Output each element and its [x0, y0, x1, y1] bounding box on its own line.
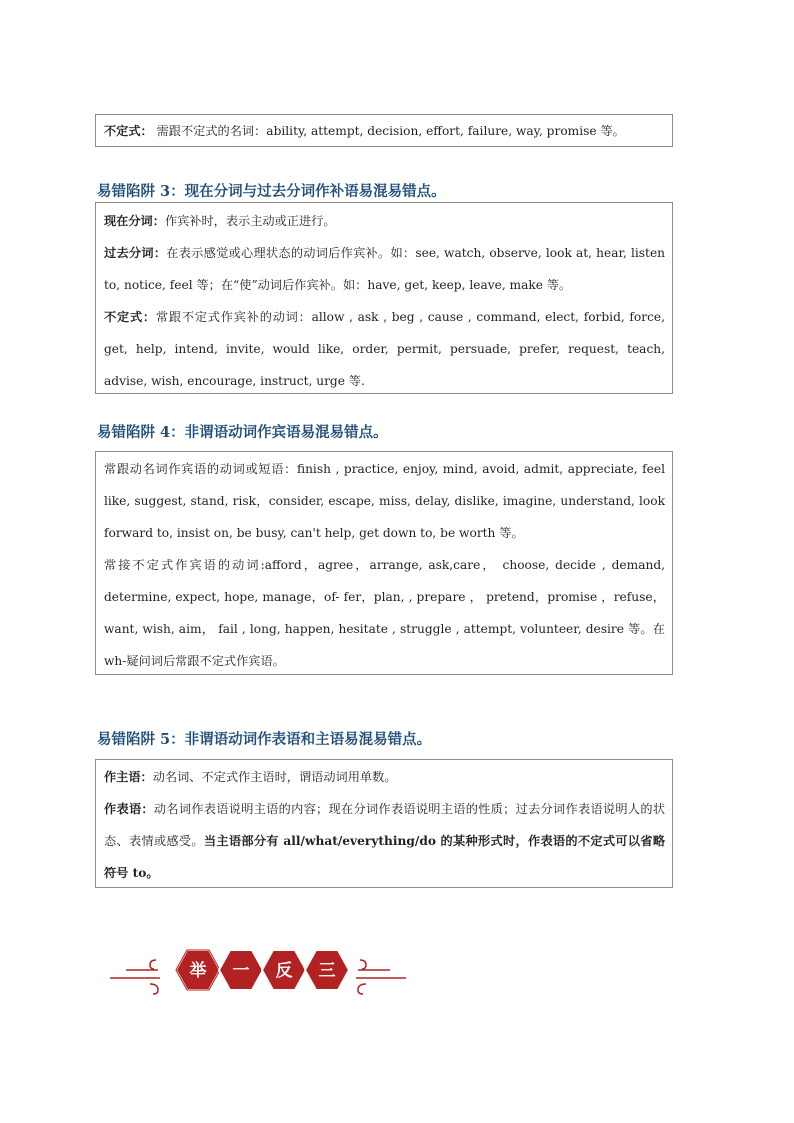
trap4-box: [95, 451, 673, 675]
trap3-heading: 易错陷阱 3：现在分词与过去分词作补语易混易错点。: [97, 183, 446, 200]
hexagon-2: [219, 950, 263, 990]
hexagon-char-1: 举: [189, 961, 207, 981]
trap5-subject: [104, 761, 665, 793]
example-banner: [108, 940, 408, 1000]
predicative-bold-text: 当主语部分有 all/what/everything/do 的某种形式时，作表语的不定式可以省略符号 to。: [104, 834, 666, 880]
past-participle-text: 在表示感觉或心理状态的动词后作宾补。如：see, watch, observe, look at, hear, listen to, notice, feel 等；在“使”动词后作宾补。如：have, get, keep, leave, make 等。: [104, 246, 666, 292]
trap4-heading: 易错陷阱 4：非谓语动词作宾语易混易错点。: [97, 424, 388, 441]
trap4-gerund-text: 常跟动名词作宾语的动词或短语：finish , practice, enjoy, mind, avoid, admit, appreciate, feel like, suggest, stand, risk，consider, escape, miss, delay, dislike, imagine, understand, look forward to, insist on, be busy, can't help, get down to, be worth 等。: [104, 462, 665, 540]
trap4-infinitive-text: 常接不定式作宾语的动词:afford，agree，arrange, ask,care， choose, decide , demand, determine, expect, hope, manage，of- fer，plan, , prepare ， pretend，promise ，refuse，want, wish, aim， fail , long, happen, hesitate , struggle , attempt, volunteer, desire 等。在 wh-疑问词后常跟不定式作宾语。: [104, 558, 665, 668]
trap3-infinitive: [104, 301, 665, 397]
infinitive-noun-list: 需跟不定式的名词：ability, attempt, decision, effort, failure, way, promise 等。: [152, 124, 625, 138]
trap5-box: [95, 759, 673, 888]
hexagon-4: [305, 950, 349, 990]
hexagon-char-3: 反: [275, 961, 293, 981]
predicative-label: 作表语：: [104, 802, 154, 816]
left-cloud-decoration: [110, 960, 160, 994]
hexagon-char-4: 三: [318, 961, 336, 981]
trap3-infinitive-label: 不定式：: [104, 310, 156, 324]
subject-text: 动名词、不定式作主语时，谓语动词用单数。: [152, 770, 397, 784]
trap3-present-participle: [104, 205, 665, 237]
predicative-text: 动名词作表语说明主语的内容；现在分词作表语说明主语的性质；过去分词作表语说明人的状态、表情或感受。: [104, 802, 666, 848]
trap3-infinitive-text: 常跟不定式作宾补的动词：allow , ask , beg , cause , command, elect, forbid, force, get, help, intend, invite, would like, order, permit, persuade, prefer, request, teach, advise, wish, encourage, instruct, urge 等.: [104, 310, 665, 388]
hexagon-char-2: 一: [232, 961, 250, 981]
infinitive-label: 不定式：: [104, 124, 153, 138]
trap3-box: [95, 202, 673, 394]
past-participle-label: 过去分词：: [104, 246, 167, 260]
hexagon-group: [176, 950, 349, 990]
right-cloud-decoration: [356, 960, 406, 994]
present-participle-text: 作宾补时，表示主动或正进行。: [164, 214, 336, 228]
trap3-past-participle: [104, 237, 665, 301]
trap5-predicative: [104, 793, 665, 889]
hexagon-1: [176, 950, 220, 990]
trap5-heading: 易错陷阱 5：非谓语动词作表语和主语易混易错点。: [97, 731, 432, 748]
infinitive-noun-box: [95, 114, 673, 147]
present-participle-label: 现在分词：: [104, 214, 165, 228]
subject-label: 作主语：: [104, 770, 153, 784]
infinitive-noun-text: [104, 121, 665, 141]
hexagon-3: [262, 950, 306, 990]
